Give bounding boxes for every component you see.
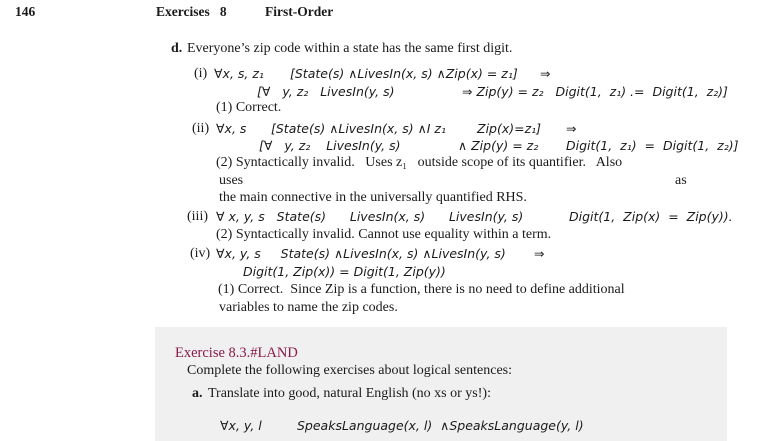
exercise-a-label: a. xyxy=(192,386,203,401)
item-ii-line2-right: Digit(1, z₁) = Digit(1, z₂)] xyxy=(566,138,739,153)
item-ii-verdict: (2) Syntactically invalid. Uses z₁ outside scope of its quantifier. Also xyxy=(216,155,623,170)
item-ii-line2-mid: ∧ Zip(y) = z₂ xyxy=(458,138,539,153)
item-iv-label: (iv) xyxy=(190,246,211,261)
item-ii-verdict-rhs: the main connective in the universally quantified RHS. xyxy=(219,190,527,205)
part-d-label: d. xyxy=(171,41,183,56)
item-iii-label: (iii) xyxy=(187,209,208,224)
item-ii-verdict-as: as xyxy=(675,173,687,188)
item-ii-implies: ⇒ xyxy=(566,121,577,136)
exercise-formula-quantifier: ∀x, y, l xyxy=(220,418,262,433)
exercise-formula-body: SpeaksLanguage(x, l) ∧SpeaksLanguage(y, l) xyxy=(297,418,584,433)
section-label: First-Order xyxy=(265,4,334,19)
item-i-quantifier: ∀x, s, z₁ xyxy=(214,66,264,81)
item-ii-zip: Zip(x)=z₁] xyxy=(477,121,542,136)
item-i-line2-left: [∀ y, z₂ LivesIn(y, s) xyxy=(257,84,395,99)
item-i-line2-right: ⇒ Zip(y) = z₂ Digit(1, z₁) .= Digit(1, z₂)] xyxy=(462,84,728,99)
item-iv-antecedent: ∀x, y, s State(s) ∧LivesIn(x, s) ∧LivesIn(y, s) xyxy=(216,246,506,261)
chapter-label: Exercises 8 xyxy=(156,4,227,19)
item-i-verdict: (1) Correct. xyxy=(216,100,282,115)
item-i-antecedent: [State(s) ∧LivesIn(x, s) ∧Zip(x) = z₁] xyxy=(290,66,518,81)
item-iii-formula-left: ∀ x, y, s State(s) LivesIn(x, s) LivesIn(y, s) xyxy=(216,209,524,224)
item-iv-verdict-2: variables to name the zip codes. xyxy=(219,300,398,315)
item-ii-line2-left: [∀ y, z₂ LivesIn(y, s) xyxy=(259,138,401,153)
item-iv-implies: ⇒ xyxy=(534,246,545,261)
item-i-label: (i) xyxy=(194,66,208,81)
item-iii-formula-right: Digit(1, Zip(x) = Zip(y)). xyxy=(569,209,733,224)
item-ii-antecedent: [State(s) ∧LivesIn(x, s) ∧I z₁ xyxy=(271,121,446,136)
item-iii-verdict: (2) Syntactically invalid. Cannot use equality within a term. xyxy=(216,227,552,242)
item-ii-label: (ii) xyxy=(192,121,210,136)
item-ii-quantifier: ∀x, s xyxy=(216,121,247,136)
page-number: 146 xyxy=(15,4,36,19)
item-iv-verdict: (1) Correct. Since Zip is a function, there is no need to define additional xyxy=(218,282,625,297)
exercise-intro: Complete the following exercises about logical sentences: xyxy=(187,363,513,378)
part-d-statement: Everyone’s zip code within a state has the same first digit. xyxy=(187,41,513,56)
item-ii-verdict-uses: uses xyxy=(219,173,244,188)
item-i-implies: ⇒ xyxy=(540,66,551,81)
exercise-title: Exercise 8.3.#LAND xyxy=(175,345,298,361)
exercise-a-text: Translate into good, natural English (no xs or ys!): xyxy=(208,386,491,401)
item-iv-consequent: Digit(1, Zip(x)) = Digit(1, Zip(y)) xyxy=(243,264,446,279)
